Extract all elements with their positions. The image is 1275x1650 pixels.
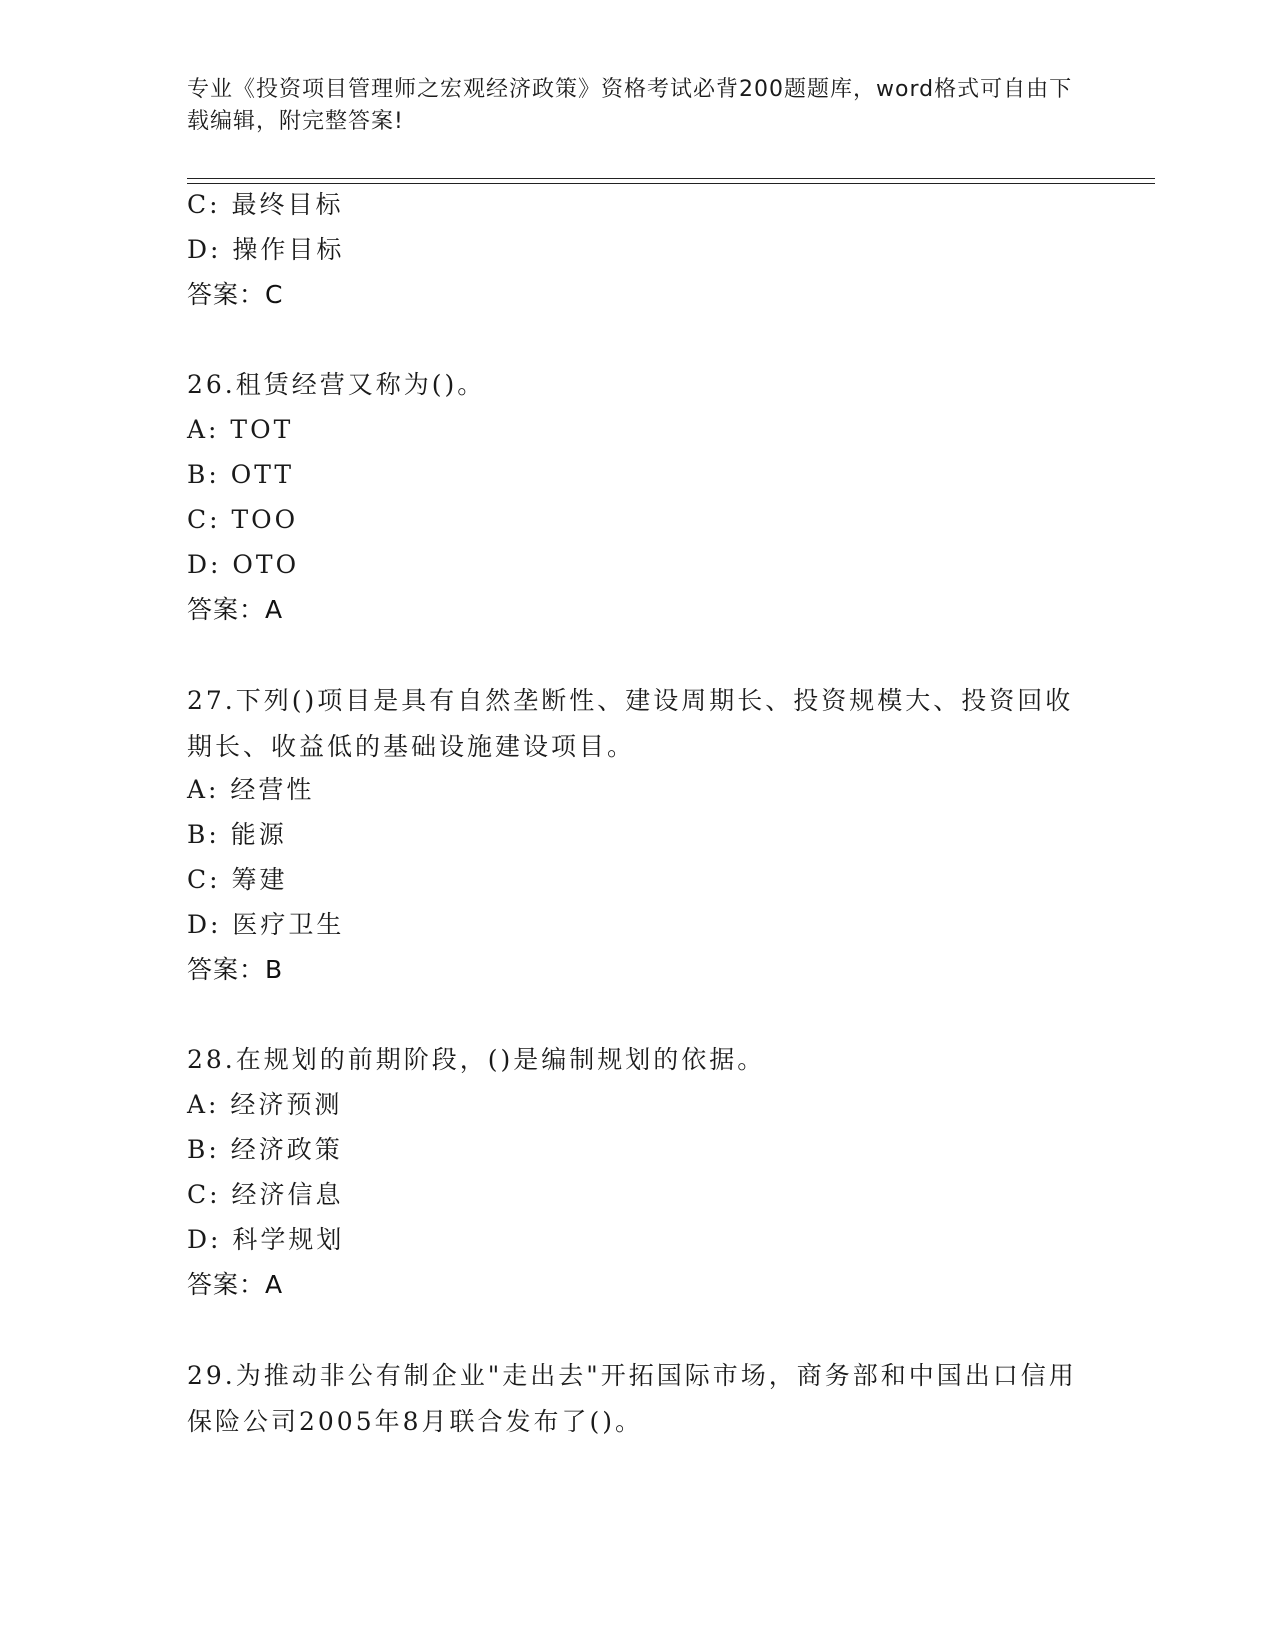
document-header: 专业《投资项目管理师之宏观经济政策》资格考试必背200题题库，word格式可自由下载编辑，附完整答案!	[187, 77, 1073, 134]
q25-option-d: D: 操作目标	[187, 235, 345, 264]
q26-option-a: A: TOT	[187, 415, 294, 444]
q27-option-d: D: 医疗卫生	[187, 910, 345, 939]
q29-question: 29.为推动非公有制企业"走出去"开拓国际市场，商务部和中国出口信用保险公司2005年8月联合发布了()。	[187, 1361, 1077, 1436]
q27-question: 27.下列()项目是具有自然垄断性、建设周期长、投资规模大、投资回收期长、收益低的基础设施建设项目。	[187, 686, 1074, 761]
q27-option-b: B: 能源	[187, 820, 287, 849]
q28-question: 28.在规划的前期阶段，()是编制规划的依据。	[187, 1045, 766, 1074]
header-divider-bottom	[187, 183, 1155, 184]
q26-answer: 答案：A	[187, 595, 284, 624]
q28-option-a: A: 经济预测	[187, 1090, 343, 1119]
q28-option-c: C: 经济信息	[187, 1180, 344, 1209]
q25-answer: 答案：C	[187, 280, 284, 309]
q27-option-c: C: 筹建	[187, 865, 288, 894]
q26-option-c: C: TOO	[187, 505, 299, 534]
q26-option-d: D: OTO	[187, 550, 300, 579]
q28-answer: 答案：A	[187, 1270, 284, 1299]
q28-option-d: D: 科学规划	[187, 1225, 345, 1254]
q25-option-c: C: 最终目标	[187, 190, 344, 219]
q26-question: 26.租赁经营又称为()。	[187, 370, 486, 399]
q26-option-b: B: OTT	[187, 460, 295, 489]
q28-option-b: B: 经济政策	[187, 1135, 343, 1164]
q27-option-a: A: 经营性	[187, 775, 315, 804]
header-divider-top	[187, 178, 1155, 179]
q27-answer: 答案：B	[187, 955, 284, 984]
